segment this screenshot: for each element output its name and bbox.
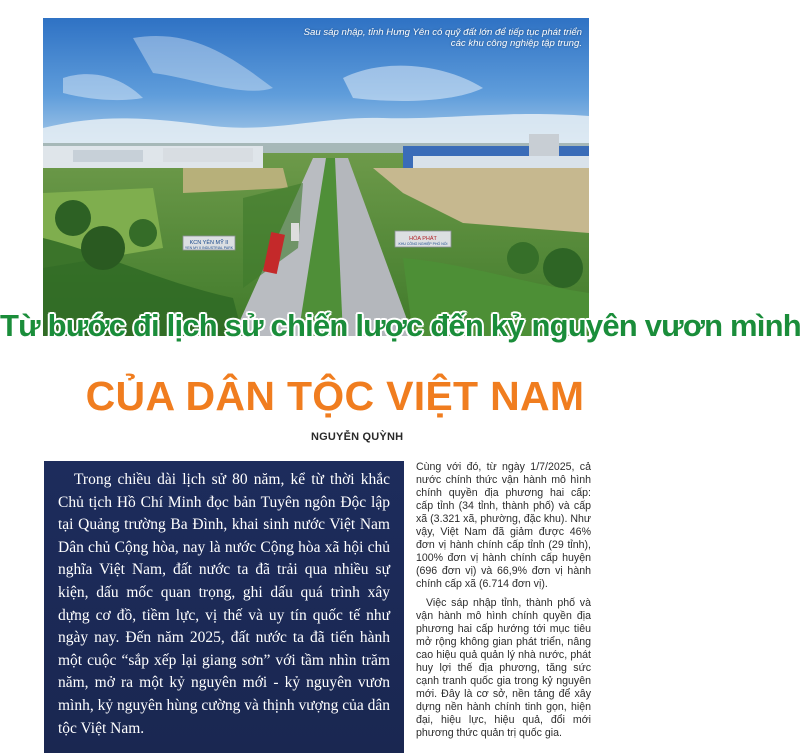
hero-photo [43,18,589,336]
sign-left-line1: KCN YÊN MỸ II [189,240,229,246]
article-title-line2: CỦA DÂN TỘC VIỆT NAM [85,373,585,419]
sign-right-line2: KHU CÔNG NGHIỆP PHỐ NỐI [398,242,448,246]
lead-box [44,461,404,753]
author-byline: NGUYỄN QUỲNH [311,431,404,443]
lead-paragraph: Trong chiều dài lịch sử 80 năm, kể từ thời khắc Chủ tịch Hồ Chí Minh đọc bản Tuyên ngôn Độc lập tại Quảng trường Ba Đình, khai sinh nước Việt Nam Dân chủ Cộng hòa, nay là nước Cộng hòa xã hội chủ nghĩa Việt Nam, đất nước ta đã trải qua nhiều sự kiện, dấu mốc quan trọng, ghi dấu quá trình xây dựng cơ đồ, tiềm lực, vị thế và uy tín quốc tế như ngày nay. Đến năm 2025, đất nước ta đã tiến hành một cuộc “sắp xếp lại giang sơn” với tầm nhìn trăm năm, mở ra một kỷ nguyên mới - kỷ nguyên vươn mình, kỷ nguyên hùng cường và thịnh vượng của dân tộc Việt Nam. [58,471,390,737]
body-paragraph-1: Cùng với đó, từ ngày 1/7/2025, cả nước chính thức vận hành mô hình chính quyền địa phương hai cấp: cấp tỉnh (34 tỉnh, thành phố) và cấp xã (3.321 xã, phường, đặc khu). Như vậy, Việt Nam đã giảm được 46% đơn vị hành chính cấp tỉnh (29 tỉnh), 100% đơn vị hành chính cấp huyện (696 đơn vị) và 66,9% đơn vị hành chính cấp xã (6.714 đơn vị). [416,461,591,590]
article-title-line1: Từ bước đi lịch sử chiến lược đến kỷ nguyên vươn mình [0,308,801,343]
sign-left-line2: YEN MY II INDUSTRIAL PARK [184,246,234,250]
sign-right-line1: HÒA PHÁT [409,236,437,242]
body-paragraph-2: Việc sáp nhập tỉnh, thành phố và vận hành mô hình chính quyền địa phương hai cấp hướng tới mục tiêu mở rộng không gian phát triển, nâng cao hiệu quả quản lý nhà nước, phát huy lợi thế địa phương, tăng sức cạnh tranh quốc gia trong kỷ nguyên mới. Đây là cơ sở, nền tảng để xây dựng nền hành chính tinh gọn, hiện đại, hiệu lực, hiệu quả, đổi mới phương thức quản trị quốc gia. [416,597,591,739]
body-column [416,461,591,753]
photo-caption: Sau sáp nhập, tỉnh Hưng Yên có quỹ đất lớn để tiếp tục phát triển các khu công nghiệp tập trung. [303,27,582,49]
